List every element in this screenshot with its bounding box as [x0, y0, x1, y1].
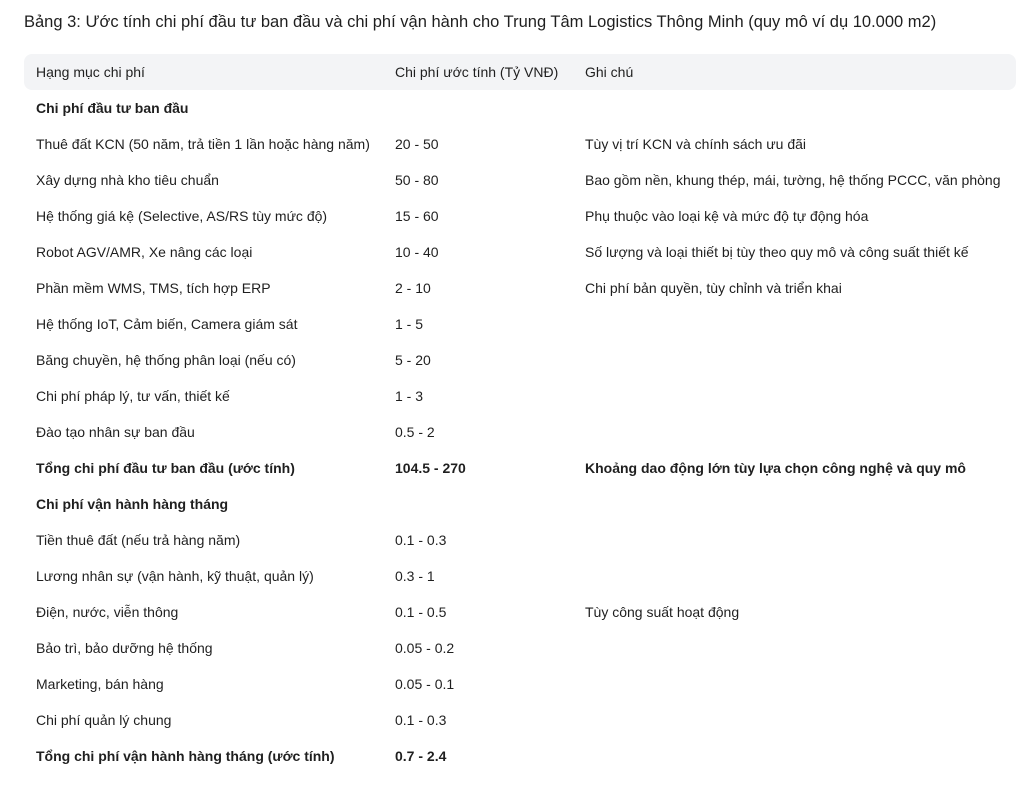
cell-cost-item: Robot AGV/AMR, Xe nâng các loại [36, 244, 253, 260]
table-row [24, 558, 1016, 594]
cell-cost-item: Lương nhân sự (vận hành, kỹ thuật, quản lý) [36, 568, 314, 584]
cell-note: Bao gồm nền, khung thép, mái, tường, hệ thống PCCC, văn phòng [585, 172, 1001, 188]
cell-note: Số lượng và loại thiết bị tùy theo quy mô và công suất thiết kế [585, 244, 969, 260]
cell-cost-item: Chi phí pháp lý, tư vấn, thiết kế [36, 388, 230, 404]
table-row-bold [24, 90, 1016, 126]
table-row [24, 522, 1016, 558]
cell-cost-item: Xây dựng nhà kho tiêu chuẩn [36, 172, 219, 188]
cell-estimated-cost: 50 - 80 [395, 172, 439, 188]
table-row [24, 270, 1016, 306]
cell-estimated-cost: 0.05 - 0.2 [395, 640, 455, 656]
cell-estimated-cost: 0.1 - 0.3 [395, 712, 447, 728]
cell-estimated-cost: 0.1 - 0.5 [395, 604, 447, 620]
table-row [24, 666, 1016, 702]
cell-cost-item: Chi phí đầu tư ban đầu [36, 100, 189, 116]
table-row [24, 594, 1016, 630]
cell-note: Tùy công suất hoạt động [585, 604, 740, 620]
cell-estimated-cost: 2 - 10 [395, 280, 431, 296]
cell-estimated-cost: 10 - 40 [395, 244, 439, 260]
cell-cost-item: Tiền thuê đất (nếu trả hàng năm) [36, 532, 241, 548]
cell-cost-item: Đào tạo nhân sự ban đầu [36, 424, 195, 440]
cell-note: Phụ thuộc vào loại kệ và mức độ tự động hóa [585, 208, 869, 224]
cell-cost-item: Hệ thống IoT, Cảm biến, Camera giám sát [36, 316, 298, 332]
header-estimated-cost: Chi phí ước tính (Tỷ VNĐ) [395, 64, 559, 80]
cell-cost-item: Bảo trì, bảo dưỡng hệ thống [36, 640, 213, 656]
table-row [24, 126, 1016, 162]
table-row [24, 342, 1016, 378]
cell-cost-item: Băng chuyền, hệ thống phân loại (nếu có) [36, 352, 296, 368]
cell-cost-item: Marketing, bán hàng [36, 676, 164, 692]
table-caption: Bảng 3: Ước tính chi phí đầu tư ban đầu và chi phí vận hành cho Trung Tâm Logistics Thông Minh (quy mô ví dụ 10.000 m2) [24, 13, 937, 31]
cell-estimated-cost: 104.5 - 270 [395, 460, 466, 476]
table-body [24, 90, 1016, 774]
cell-estimated-cost: 1 - 3 [395, 388, 424, 404]
table-row [24, 198, 1016, 234]
table-row-bold [24, 486, 1016, 522]
header-notes: Ghi chú [585, 64, 634, 80]
cell-cost-item: Tổng chi phí đầu tư ban đầu (ước tính) [36, 460, 295, 476]
cell-estimated-cost: 1 - 5 [395, 316, 424, 332]
cell-estimated-cost: 0.3 - 1 [395, 568, 435, 584]
cell-cost-item: Chi phí quản lý chung [36, 712, 172, 728]
table-row [24, 630, 1016, 666]
cell-estimated-cost: 0.05 - 0.1 [395, 676, 455, 692]
cell-cost-item: Phần mềm WMS, TMS, tích hợp ERP [36, 280, 271, 296]
table-header-row [24, 54, 1016, 90]
table-row [24, 378, 1016, 414]
cell-estimated-cost: 0.7 - 2.4 [395, 748, 447, 764]
table-row-bold [24, 450, 1016, 486]
cell-estimated-cost: 15 - 60 [395, 208, 439, 224]
cell-cost-item: Hệ thống giá kệ (Selective, AS/RS tùy mức độ) [36, 208, 328, 224]
table-row [24, 306, 1016, 342]
table-row [24, 414, 1016, 450]
table-row-bold [24, 738, 1016, 774]
cell-cost-item: Thuê đất KCN (50 năm, trả tiền 1 lần hoặc hàng năm) [36, 136, 370, 152]
cell-estimated-cost: 0.5 - 2 [395, 424, 435, 440]
table-row [24, 162, 1016, 198]
cell-note: Chi phí bản quyền, tùy chỉnh và triển khai [585, 280, 842, 296]
cell-estimated-cost: 5 - 20 [395, 352, 431, 368]
table-row [24, 702, 1016, 738]
table-row [24, 234, 1016, 270]
cost-table [24, 54, 1016, 774]
cell-note: Khoảng dao động lớn tùy lựa chọn công nghệ và quy mô [585, 460, 966, 476]
cell-estimated-cost: 20 - 50 [395, 136, 439, 152]
cell-estimated-cost: 0.1 - 0.3 [395, 532, 447, 548]
cell-cost-item: Chi phí vận hành hàng tháng [36, 496, 229, 512]
cell-cost-item: Điện, nước, viễn thông [36, 604, 179, 620]
header-cost-item: Hạng mục chi phí [36, 64, 145, 80]
cell-note: Tùy vị trí KCN và chính sách ưu đãi [585, 136, 807, 152]
cell-cost-item: Tổng chi phí vận hành hàng tháng (ước tính) [36, 748, 335, 764]
